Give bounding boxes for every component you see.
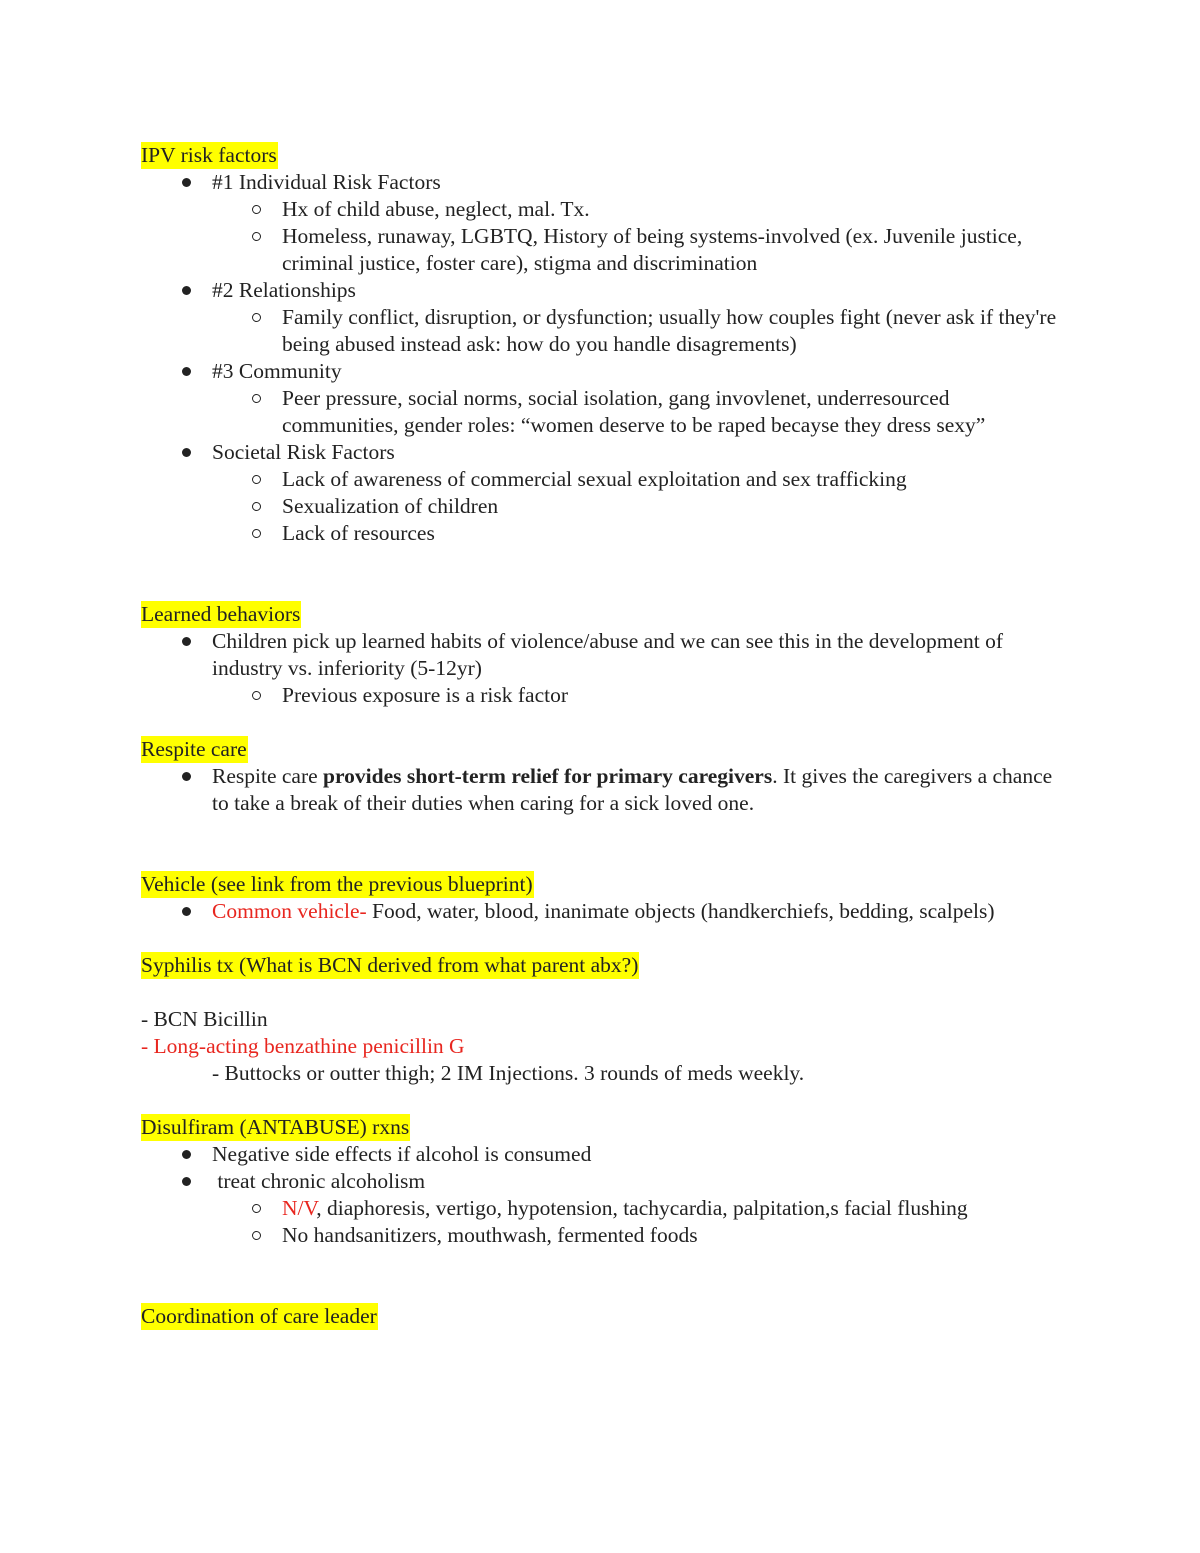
heading-ipv-risk-factors: IPV risk factors xyxy=(141,143,277,167)
bullet-icon xyxy=(176,439,196,466)
hollow-bullet-icon xyxy=(246,385,266,412)
list-item: Negative side effects if alcohol is consumed xyxy=(141,1141,1071,1168)
bullet-icon xyxy=(176,358,196,385)
red-term: N/V xyxy=(282,1196,317,1220)
list-item: Societal Risk Factors xyxy=(141,439,1071,466)
red-term: Common vehicle- xyxy=(212,899,367,923)
list-item: #1 Individual Risk Factors xyxy=(141,169,1071,196)
syphilis-line: - BCN Bicillin xyxy=(141,1007,268,1031)
disulfiram-list xyxy=(141,1141,1071,1249)
learned-list xyxy=(141,628,1071,709)
list-item: Children pick up learned habits of violence/abuse and we can see this in the development of industry vs. inferiority (5-12yr) xyxy=(141,628,1071,682)
ipv-list xyxy=(141,169,1071,547)
list-item: treat chronic alcoholism xyxy=(141,1168,1071,1195)
hollow-bullet-icon xyxy=(246,493,266,520)
section-disulfiram xyxy=(141,1114,1071,1249)
list-item: Lack of resources xyxy=(141,520,1071,547)
section-learned-behaviors xyxy=(141,601,1071,709)
hollow-bullet-icon xyxy=(246,304,266,331)
bullet-icon xyxy=(176,1168,196,1195)
emphasis-text: provides short-term relief for primary caregivers xyxy=(323,764,773,788)
list-item: Homeless, runaway, LGBTQ, History of being systems-involved (ex. Juvenile justice, criminal justice, foster care), stigma and discrimination xyxy=(141,223,1071,277)
bullet-icon xyxy=(176,628,196,655)
list-item: Previous exposure is a risk factor xyxy=(141,682,1071,709)
bullet-icon xyxy=(176,763,196,790)
section-respite-care xyxy=(141,736,1071,817)
heading-disulfiram: Disulfiram (ANTABUSE) rxns xyxy=(141,1115,410,1139)
bullet-icon xyxy=(176,1141,196,1168)
hollow-bullet-icon xyxy=(246,682,266,709)
section-vehicle xyxy=(141,871,1071,925)
list-item: Peer pressure, social norms, social isolation, gang invovlenet, underresourced communities, gender roles: “women deserve to be raped becayse they dress sexy” xyxy=(141,385,1071,439)
list-item: Sexualization of children xyxy=(141,493,1071,520)
section-coordination xyxy=(141,1303,1071,1330)
syphilis-line-indented: - Buttocks or outter thigh; 2 IM Injections. 3 rounds of meds weekly. xyxy=(212,1061,805,1085)
hollow-bullet-icon xyxy=(246,466,266,493)
list-item: N/V, diaphoresis, vertigo, hypotension, tachycardia, palpitation,s facial flushing xyxy=(141,1195,1071,1222)
list-item: Common vehicle- Food, water, blood, inanimate objects (handkerchiefs, bedding, scalpels) xyxy=(141,898,1071,925)
list-item: Lack of awareness of commercial sexual exploitation and sex trafficking xyxy=(141,466,1071,493)
heading-learned-behaviors: Learned behaviors xyxy=(141,602,301,626)
bullet-icon xyxy=(176,277,196,304)
list-item: #2 Relationships xyxy=(141,277,1071,304)
hollow-bullet-icon xyxy=(246,223,266,250)
syphilis-line-red: - Long-acting benzathine penicillin G xyxy=(141,1034,465,1058)
hollow-bullet-icon xyxy=(246,196,266,223)
heading-coordination-of-care: Coordination of care leader xyxy=(141,1304,377,1328)
heading-vehicle: Vehicle (see link from the previous blueprint) xyxy=(141,872,533,896)
heading-syphilis: Syphilis tx (What is BCN derived from what parent abx?) xyxy=(141,953,639,977)
list-item: #3 Community xyxy=(141,358,1071,385)
document-page xyxy=(141,142,1071,1330)
list-item: Respite care provides short-term relief for primary caregivers. It gives the caregivers a chance to take a break of their duties when caring for a sick loved one. xyxy=(141,763,1071,817)
hollow-bullet-icon xyxy=(246,520,266,547)
heading-respite-care: Respite care xyxy=(141,737,247,761)
vehicle-list xyxy=(141,898,1071,925)
list-item: Family conflict, disruption, or dysfunction; usually how couples fight (never ask if they're being abused instead ask: how do you handle disagrements) xyxy=(141,304,1071,358)
bullet-icon xyxy=(176,169,196,196)
list-item: No handsanitizers, mouthwash, fermented foods xyxy=(141,1222,1071,1249)
bullet-icon xyxy=(176,898,196,925)
respite-list xyxy=(141,763,1071,817)
section-ipv-risk-factors xyxy=(141,142,1071,547)
section-syphilis xyxy=(141,952,1071,1087)
list-item: Hx of child abuse, neglect, mal. Tx. xyxy=(141,196,1071,223)
hollow-bullet-icon xyxy=(246,1195,266,1222)
hollow-bullet-icon xyxy=(246,1222,266,1249)
